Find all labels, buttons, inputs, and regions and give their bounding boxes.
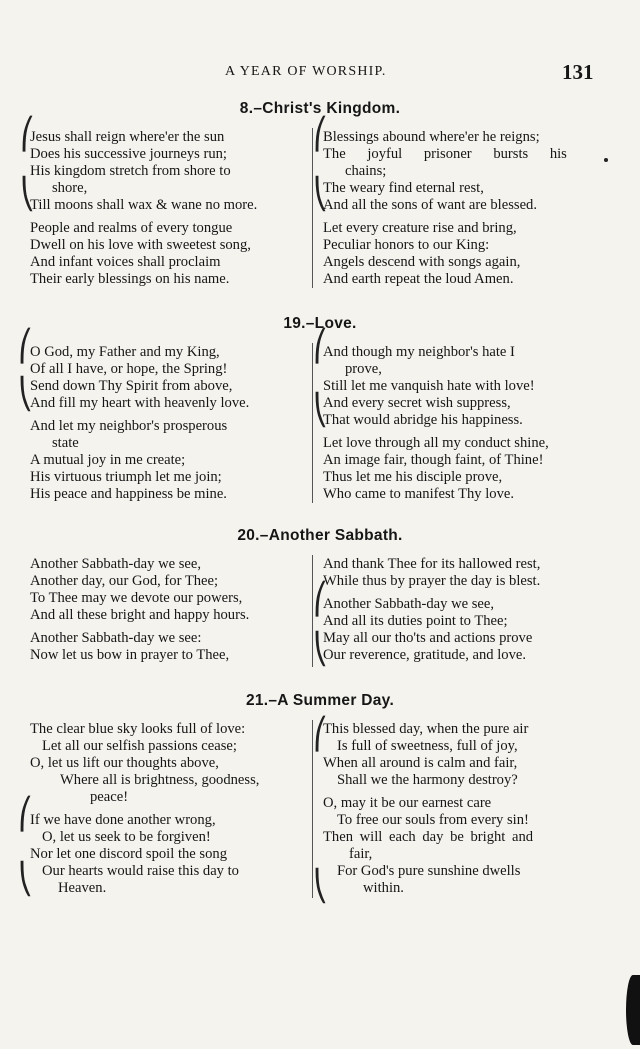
verse-line: Let every creature rise and bring, <box>323 220 517 236</box>
verse-line: O, let us lift our thoughts above, <box>30 755 219 771</box>
verse-line: Jesus shall reign where'er the sun <box>30 129 225 145</box>
verse-line: fair, <box>349 846 373 862</box>
verse-line: His peace and happiness be mine. <box>30 486 227 502</box>
verse-line: Thus let me his disciple prove, <box>323 469 503 485</box>
verse-line: And all the sons of want are blessed. <box>323 197 537 213</box>
verse-line: Dwell on his love with sweetest song, <box>30 237 251 253</box>
verse-line: Till moons shall wax & wane no more. <box>30 197 258 213</box>
hymn-title: 21.–A Summer Day. <box>245 692 395 709</box>
verse-line: O, may it be our earnest care <box>323 795 492 811</box>
verse-line: Does his successive journeys run; <box>30 146 227 162</box>
verse-line: And let my neighbor's prosperous <box>30 418 228 434</box>
verse-line: This blessed day, when the pure air <box>323 721 529 737</box>
verse-line: And every secret wish suppress, <box>323 395 511 411</box>
page-number: 131 <box>562 60 594 84</box>
verse-line: chains; <box>345 163 387 179</box>
verse-line: The joyful prisoner bursts his <box>323 146 567 162</box>
verse-line: May all our tho'ts and actions prove <box>323 630 533 646</box>
hymn-title: 19.–Love. <box>283 315 357 332</box>
verse-line: Another day, our God, for Thee; <box>30 573 219 589</box>
pencil-bracket-mark: ⎝ <box>313 633 328 666</box>
verse-line: Still let me vanquish hate with love! <box>323 378 535 394</box>
verse-line: Is full of sweetness, full of joy, <box>337 738 518 754</box>
verse-line: Peculiar honors to our King: <box>323 237 490 253</box>
verse-line: state <box>52 435 79 451</box>
page-header <box>0 62 640 86</box>
verse-line: Another Sabbath-day we see, <box>30 556 202 572</box>
verse-line: Let all our selfish passions cease; <box>42 738 237 754</box>
running-title: A YEAR OF WORSHIP. <box>225 64 387 79</box>
verse-line: To Thee may we devote our powers, <box>30 590 243 606</box>
verse-line: And infant voices shall proclaim <box>30 254 221 270</box>
verse-line: While thus by prayer the day is blest. <box>323 573 541 589</box>
verse-line: prove, <box>345 361 382 377</box>
pencil-bracket-mark: ⎝ <box>313 178 328 211</box>
verse-line: His kingdom stretch from shore to <box>30 163 231 179</box>
verse-line: Where all is brightness, goodness, <box>60 772 260 788</box>
verse-line: peace! <box>90 789 129 805</box>
pencil-bracket-mark: ⎝ <box>313 870 328 903</box>
verse-line: shore, <box>52 180 88 196</box>
ink-dot <box>604 158 608 162</box>
verse-line: Send down Thy Spirit from above, <box>30 378 233 394</box>
verse-line: To free our souls from every sin! <box>337 812 529 828</box>
verse-line: The clear blue sky looks full of love: <box>30 721 246 737</box>
pencil-bracket-mark: ⎛ <box>313 718 328 751</box>
pencil-bracket-mark: ⎝ <box>18 863 33 896</box>
pencil-bracket-mark: ⎛ <box>313 583 328 616</box>
verse-line: Our hearts would raise this day to <box>42 863 239 879</box>
verse-line: And fill my heart with heavenly love. <box>30 395 250 411</box>
verse-line: The weary find eternal rest, <box>323 180 484 196</box>
verse-line: Nor let one discord spoil the song <box>30 846 227 862</box>
verse-line: Now let us bow in prayer to Thee, <box>30 647 230 663</box>
pencil-bracket-mark: ⎛ <box>313 330 328 363</box>
verse-line: And though my neighbor's hate I <box>323 344 515 360</box>
verse-line: O, let us seek to be forgiven! <box>42 829 211 845</box>
verse-line: Blessings abound where'er he reigns; <box>323 129 540 145</box>
pencil-bracket-mark: ⎝ <box>18 378 33 411</box>
pencil-bracket-mark: ⎛ <box>18 798 33 831</box>
verse-line: Their early blessings on his name. <box>30 271 230 287</box>
verse-line: That would abridge his happiness. <box>323 412 523 428</box>
verse-line: Our reverence, gratitude, and love. <box>323 647 527 663</box>
verse-line: And thank Thee for its hallowed rest, <box>323 556 541 572</box>
verse-line: People and realms of every tongue <box>30 220 233 236</box>
hymn-title: 20.–Another Sabbath. <box>237 527 403 544</box>
verse-line: When all around is calm and fair, <box>323 755 518 771</box>
verse-line: within. <box>363 880 404 896</box>
pencil-bracket-mark: ⎛ <box>313 118 328 151</box>
verse-line: If we have done another wrong, <box>30 812 216 828</box>
verse-line: O God, my Father and my King, <box>30 344 220 360</box>
verse-line: Shall we the harmony destroy? <box>337 772 518 788</box>
verse-line: And all these bright and happy hours. <box>30 607 250 623</box>
ink-blot <box>626 975 640 1045</box>
pencil-bracket-mark: ⎛ <box>18 330 33 363</box>
verse-line: For God's pure sunshine dwells <box>337 863 521 879</box>
verse-line: Angels descend with songs again, <box>323 254 521 270</box>
pencil-bracket-mark: ⎝ <box>20 178 35 211</box>
verse-line: Let love through all my conduct shine, <box>323 435 549 451</box>
verse-line: Another Sabbath-day we see, <box>323 596 495 612</box>
pencil-bracket-mark: ⎝ <box>313 394 328 427</box>
verse-line: An image fair, though faint, of Thine! <box>323 452 544 468</box>
verse-line: Heaven. <box>58 880 107 896</box>
verse-line: Of all I have, or hope, the Spring! <box>30 361 228 377</box>
verse-line: Then will each day be bright and <box>323 829 534 845</box>
verse-line: And all its duties point to Thee; <box>323 613 508 629</box>
hymn-title: 8.–Christ's Kingdom. <box>239 100 401 117</box>
verse-line: A mutual joy in me create; <box>30 452 186 468</box>
verse-line: His virtuous triumph let me join; <box>30 469 222 485</box>
pencil-bracket-mark: ⎛ <box>20 118 35 151</box>
verse-line: Another Sabbath-day we see: <box>30 630 202 646</box>
verse-line: Who came to manifest Thy love. <box>323 486 515 502</box>
verse-line: And earth repeat the loud Amen. <box>323 271 514 287</box>
